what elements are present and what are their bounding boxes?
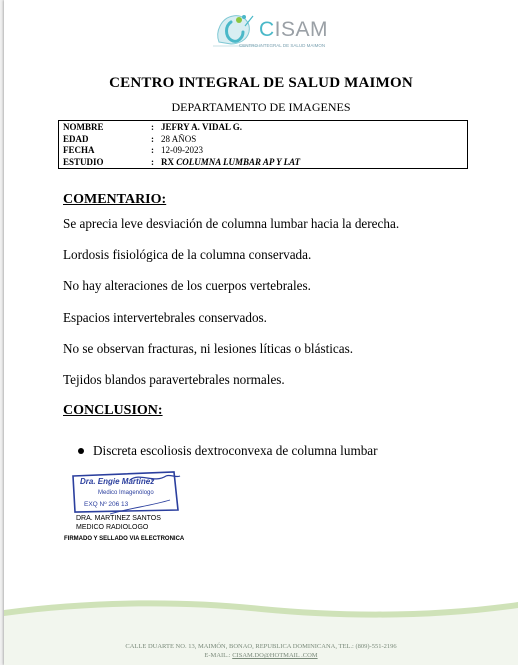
doctor-name: DRA. MARTINEZ SANTOS <box>76 515 161 522</box>
logo-subtitle: CENTRO INTEGRAL DE SALUD MAIMON <box>239 43 326 48</box>
signature-note: FIRMADO Y SELLADO VIA ELECTRONICA <box>64 536 185 542</box>
patient-age-value: 28 AÑOS <box>161 133 197 144</box>
field-separator: : <box>151 145 154 155</box>
study-row <box>63 157 463 169</box>
bullet-icon <box>78 448 84 454</box>
field-separator: : <box>151 156 154 167</box>
department-name: DEPARTAMENTO DE IMAGENES <box>171 100 351 114</box>
cisam-logo <box>209 8 329 54</box>
comentario-heading: COMENTARIO: <box>63 192 167 207</box>
logo-wordmark: CISAM <box>259 18 329 41</box>
exam-date-row <box>63 145 463 157</box>
field-label: NOMBRE <box>63 122 104 132</box>
footer-email-link[interactable]: CISAM.DO@HOTMAIL .COM <box>232 652 318 659</box>
study-value <box>161 157 300 167</box>
field-label: EDAD <box>63 133 89 144</box>
doctor-stamp <box>70 470 185 516</box>
comentario-line: No hay alteraciones de los cuerpos vertebrales. <box>63 278 311 293</box>
field-label: FECHA <box>63 145 95 155</box>
stamp-exequatur: EXQ Nº 206 13 <box>84 501 129 508</box>
study-type: RX <box>161 156 174 167</box>
footer-address: CALLE DUARTE NO. 13, MAIMÓN, BONAO, REPUBLICA DOMINICANA, TEL.: (809)-551-2196 <box>125 643 397 650</box>
conclusion-heading: CONCLUSION: <box>63 403 163 418</box>
patient-age-row <box>63 134 463 146</box>
doctor-role: MEDICO RADIOLOGO <box>76 524 149 531</box>
comentario-line: Lordosis fisiológica de la columna conservada. <box>63 247 312 262</box>
field-separator: : <box>151 133 154 144</box>
study-description: COLUMNA LUMBAR AP Y LAT <box>176 156 301 167</box>
footer-email-line <box>4 652 518 659</box>
footer-email-label: E-MAIL.: <box>204 652 231 659</box>
patient-name-value: JEFRY A. VIDAL G. <box>161 122 242 132</box>
patient-info-box <box>58 120 468 169</box>
comentario-line: Tejidos blandos paravertebrales normales. <box>63 372 285 387</box>
stamp-name: Dra. Engie Martinez <box>80 477 155 486</box>
field-separator: : <box>151 122 154 132</box>
report-page <box>4 0 518 665</box>
report-title: CENTRO INTEGRAL DE SALUD MAIMON <box>109 75 413 91</box>
comentario-line: Espacios intervertebrales conservados. <box>63 310 267 325</box>
field-label: ESTUDIO <box>63 156 104 167</box>
comentario-line: Se aprecia leve desviación de columna lumbar hacia la derecha. <box>63 216 400 231</box>
exam-date-value: 12-09-2023 <box>161 145 203 155</box>
conclusion-item: Discreta escoliosis dextroconvexa de columna lumbar <box>93 443 378 458</box>
stamp-role: Medico Imagenólogo <box>98 490 154 496</box>
comentario-line: No se observan fracturas, ni lesiones líticas o blásticas. <box>63 341 354 356</box>
patient-name-row <box>63 122 463 134</box>
